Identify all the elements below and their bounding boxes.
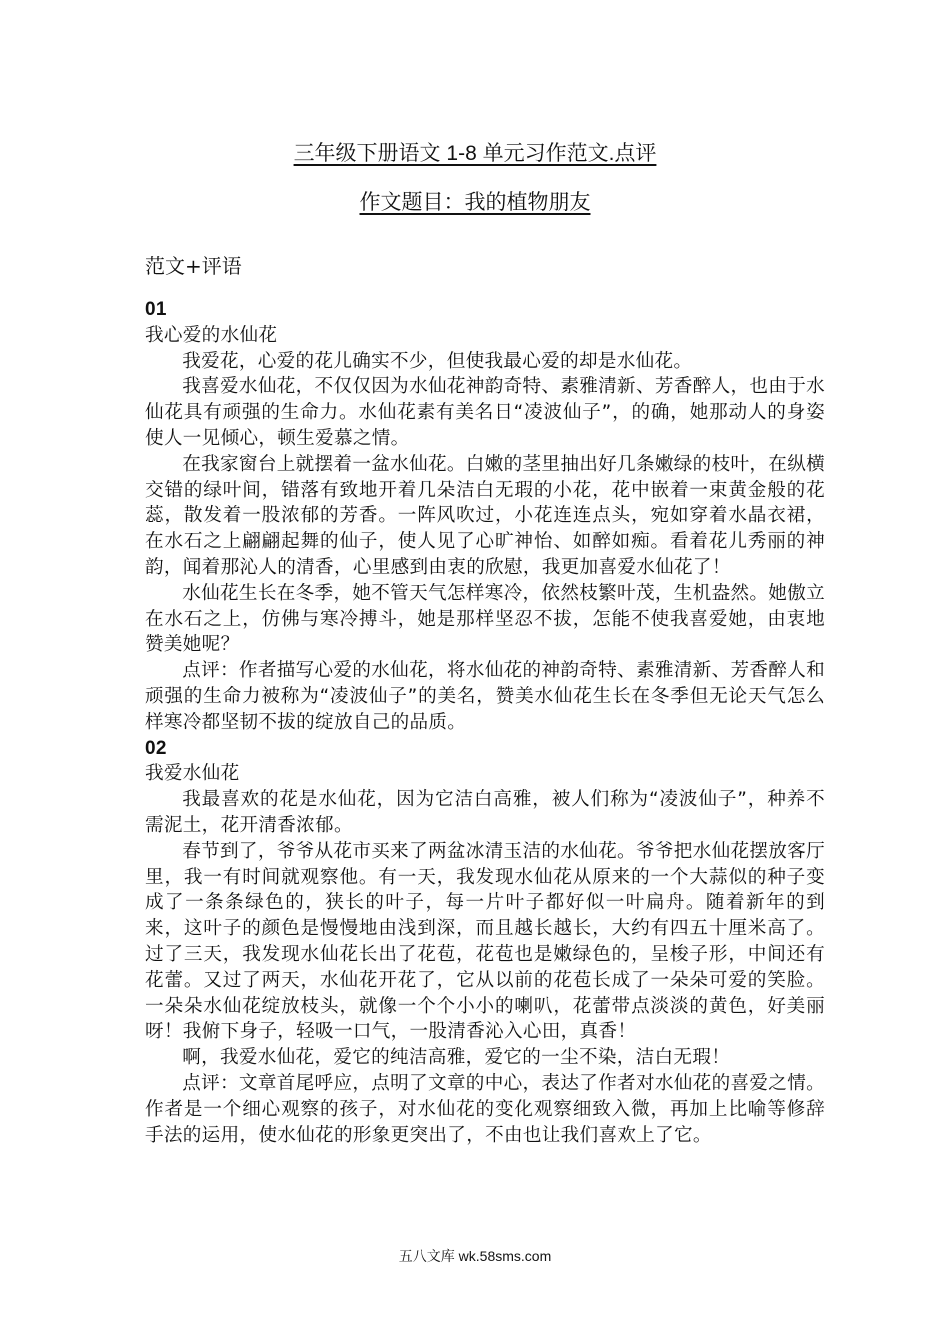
essay-paragraph: 我喜爱水仙花，不仅仅因为水仙花神韵奇特、素雅清新、芳香醉人，也由于水仙花具有顽强的生命力。水仙花素有美名日“凌波仙子”，的确，她那动人的身姿使人一见倾心，顿生爱慕之情。 (145, 376, 825, 449)
essay-paragraph: 水仙花生长在冬季，她不管天气怎样寒冷，依然枝繁叶茂，生机盎然。她傲立在水石之上，仿佛与寒冷搏斗，她是那样坚忍不拔，怎能不使我喜爱她，由衷地赞美她呢？ (145, 582, 825, 656)
essay-title: 我爱水仙花 (145, 763, 240, 785)
section-label: 范文+评语 (145, 254, 242, 278)
essay-content (145, 297, 825, 1148)
essay-topic: 作文题目：我的植物朋友 (359, 191, 591, 214)
essay-comment: 点评：文章首尾呼应，点明了文章的中心，表达了作者对水仙花的喜爱之情。作者是一个细心观察的孩子，对水仙花的变化观察细致入微，再加上比喻等修辞手法的运用，使水仙花的形象更突出了，不由也让我们喜欢上了它。 (145, 1072, 825, 1146)
essay-paragraph: 啊，我爱水仙花，爱它的纯洁高雅，爱它的一尘不染，洁白无瑕！ (182, 1047, 731, 1069)
essay-paragraph: 在我家窗台上就摆着一盆水仙花。白嫩的茎里抽出好几条嫩绿的枝叶，在纵横交错的绿叶间，错落有致地开着几朵洁白无瑕的小花，花中嵌着一束黄金般的花蕊，散发着一股浓郁的芳香。一阵风吹过，小花连连点头，宛如穿着水晶衣裙，在水石之上翩翩起舞的仙子，使人见了心旷神怡、如醉如痴。看着花儿秀丽的神韵，闻着那沁人的清香，心里感到由衷的欣慰，我更加喜爱水仙花了！ (145, 453, 825, 578)
footer-watermark: 五八文库 wk.58sms.com (398, 1248, 552, 1264)
essay-title: 我心爱的水仙花 (145, 324, 278, 346)
essay-number: 02 (145, 737, 167, 759)
document-title: 三年级下册语文 1-8 单元习作范文.点评 (293, 142, 657, 165)
essay-paragraph: 我最喜欢的花是水仙花，因为它洁白高雅，被人们称为“凌波仙子”，种养不需泥土，花开清香浓郁。 (145, 789, 825, 836)
essay-paragraph: 我爱花，心爱的花儿确实不少，但使我最心爱的却是水仙花。 (182, 350, 693, 372)
essay-paragraph: 春节到了，爷爷从花市买来了两盆冰清玉洁的水仙花。爷爷把水仙花摆放客厅里，我一有时间就观察他。有一天，我发现水仙花从原来的一个大蒜似的种子变成了一条条绿色的，狭长的叶子，每一片叶子都好似一叶扁舟。随着新年的到来，这叶子的颜色是慢慢地由浅到深，而且越长越长，大约有四五十厘米高了。过了三天，我发现水仙花长出了花苞，花苞也是嫩绿色的，呈梭子形，中间还有花蕾。又过了两天，水仙花开花了，它从以前的花苞长成了一朵朵可爱的笑脸。一朵朵水仙花绽放枝头，就像一个个小小的喇叭，花蕾带点淡淡的黄色，好美丽呀！我俯下身子，轻吸一口气，一股清香沁入心田，真香！ (145, 840, 825, 1043)
essay-number: 01 (145, 299, 167, 320)
essay-comment: 点评：作者描写心爱的水仙花，将水仙花的神韵奇特、素雅清新、芳香醉人和顽强的生命力被称为“凌波仙子”的美名，赞美水仙花生长在冬季但无论天气怎么样寒冷都坚韧不拔的绽放自己的品质。 (145, 660, 825, 733)
